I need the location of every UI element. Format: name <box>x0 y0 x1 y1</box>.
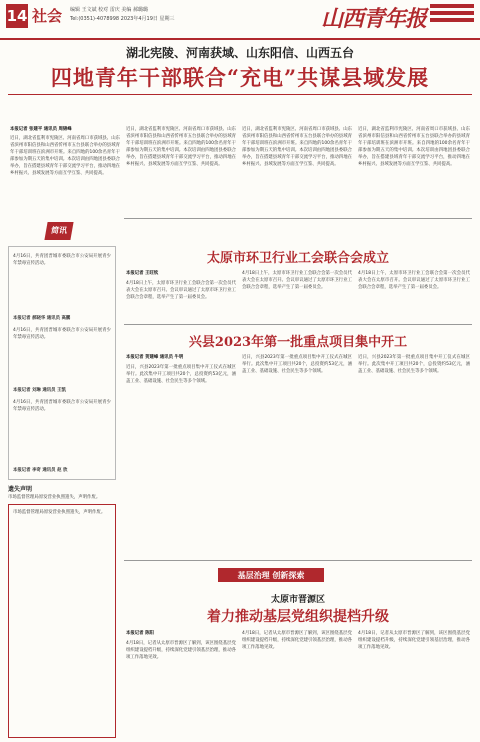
contact-line: Tel:(0351)-4078998 2023年4月19日 星期三 <box>70 16 175 22</box>
divider <box>124 324 472 325</box>
divider <box>124 218 472 219</box>
story3-body-col2: 近日，兴县2023年第一批重点项目集中开工仪式在城区举行。此次集中开工项目共20个，总投资约53亿元，涵盖工业、基础设施、社会民生等多个领域。 <box>242 355 352 374</box>
brief-byline: 本报记者 郝晓华 通讯员 高鹏 <box>13 316 71 321</box>
story2-body-col3: 4月18日上午，太原市环卫行业工会联合会第一次会员代表大会在太原市召开。会议审议通过了太原市环卫行业工会联合会章程，选举产生了第一届委员会。 <box>358 271 470 290</box>
story1-body-col2: 近日，湖北省监利市宪陵区、河南省周口市获域县、山东省滨州市阳信县和山西省忻州市五台县联合举办的县域青年干部培训班在滨洲市开班。来自四地的100余名青年干部参加为期五天的集中培训。本次培训由四地团县委联合举办，旨在搭建县域青年干部交流学习平台，推动四地在乡村振兴、县域发展等方面互学互鉴、共同提高。 <box>126 127 236 167</box>
story1-body-col1: 近日，湖北省监利市宪陵区、河南省周口市获域县、山东省滨州市阳信县和山西省忻州市五台县联合举办的县域青年干部培训班在滨洲市开班。来自四地的100余名青年干部参加为期五天的集中培训。本次培训由四地团县委联合举办，旨在搭建县域青年干部交流学习平台，推动四地在乡村振兴、县域发展等方面互学互鉴、共同提高。 <box>10 136 120 176</box>
brief-byline: 本报记者 刘琳 通讯员 王凯 <box>13 388 66 393</box>
story2-body-col1: 4月18日上午，太原市环卫行业工会联合会第一次会员代表大会在太原市召开。会议审议通过了太原市环卫行业工会联合会章程，选举产生了第一届委员会。 <box>126 281 236 300</box>
story3-headline: 兴县2023年第一批重点项目集中开工 <box>188 335 408 350</box>
brief-byline: 本报记者 李奇 通讯员 赵 欣 <box>13 468 68 473</box>
story4-body-col3: 4月18日，记者从太原市晋源区了解到，该区围绕基层党组织建设提档升级，持续深化党建引领基层治理，推动各项工作落地见效。 <box>358 631 470 650</box>
story4-body-col1: 4月18日，记者从太原市晋源区了解到，该区围绕基层党组织建设提档升级，持续深化党建引领基层治理，推动各项工作落地见效。 <box>126 641 236 660</box>
story1-body-col4: 近日，湖北省监利市宪陵区、河南省周口市获域县、山东省滨州市阳信县和山西省忻州市五台县联合举办的县域青年干部培训班在滨洲市开班。来自四地的100余名青年干部参加为期五天的集中培训。本次培训由四地团县委联合举办，旨在搭建县域青年干部交流学习平台，推动四地在乡村振兴、县域发展等方面互学互鉴、共同提高。 <box>358 127 470 167</box>
section-band: 基层治理 创新探索 <box>218 568 324 582</box>
brief-item: 4月16日，共青团晋城市委联合市公安局开展青少年禁毒宣传活动。 <box>13 328 111 340</box>
story2-body-col2: 4月18日上午，太原市环卫行业工会联合会第一次会员代表大会在太原市召开。会议审议通过了太原市环卫行业工会联合会章程，选举产生了第一届委员会。 <box>242 271 352 290</box>
story1-body-col3: 近日，湖北省监利市宪陵区、河南省周口市获域县、山东省滨州市阳信县和山西省忻州市五台县联合举办的县域青年干部培训班在滨洲市开班。来自四地的100余名青年干部参加为期五天的集中培训。本次培训由四地团县委联合举办，旨在搭建县域青年干部交流学习平台，推动四地在乡村振兴、县域发展等方面互学互鉴、共同提高。 <box>242 127 352 167</box>
notice-title: 遗失声明 <box>8 486 33 493</box>
story2-byline: 本报记者 王旺钦 <box>126 271 159 276</box>
story3-body-col1: 近日，兴县2023年第一批重点项目集中开工仪式在城区举行。此次集中开工项目共20个，总投资约53亿元，涵盖工业、基础设施、社会民生等多个领域。 <box>126 365 236 384</box>
story1-kicker: 湖北宪陵、河南获域、山东阳信、山西五台 <box>125 46 354 60</box>
brief-tag: 简讯 <box>44 222 73 240</box>
masthead-logo: 山西青年报 <box>320 6 426 32</box>
brief-box <box>8 246 116 480</box>
story4-body-col2: 4月18日，记者从太原市晋源区了解到，该区围绕基层党组织建设提档升级，持续深化党建引领基层治理，推动各项工作落地见效。 <box>242 631 352 650</box>
editor-line: 编辑 王文斌 校对 雷庆 美编 郝璐璐 <box>70 7 148 13</box>
story4-subkicker: 太原市晋源区 <box>270 595 325 605</box>
divider <box>124 560 472 561</box>
page-header <box>0 0 480 40</box>
divider <box>8 94 472 95</box>
story2-headline: 太原市环卫行业工会联合会成立 <box>206 251 389 266</box>
brief-item: 4月16日，共青团晋城市委联合市公安局开展青少年禁毒宣传活动。 <box>13 400 111 412</box>
logo-graphic <box>430 4 474 32</box>
page-number: 14 <box>6 4 28 28</box>
story3-byline: 本报记者 贺建峰 通讯员 牛明 <box>126 355 184 360</box>
story1-headline: 四地青年干部联合“充电”共谋县域发展 <box>50 65 430 90</box>
notice-box <box>8 504 116 738</box>
notice-body: 市场监督管理局原发营业执照遗失，声明作废。 <box>8 495 101 500</box>
story1-byline: 本报记者 张建平 通讯员 周锦峰 <box>10 127 72 132</box>
story4-byline: 本报记者 陈阳 <box>126 631 154 636</box>
story3-body-col3: 近日，兴县2023年第一批重点项目集中开工仪式在城区举行。此次集中开工项目共20个，总投资约53亿元，涵盖工业、基础设施、社会民生等多个领域。 <box>358 355 470 374</box>
brief-item: 4月16日，共青团晋城市委联合市公安局开展青少年禁毒宣传活动。 <box>13 254 111 266</box>
story4-headline: 着力推动基层党组织提档升级 <box>207 609 389 625</box>
section-name: 社会 <box>32 7 63 25</box>
notice-text: 市场监督管理局原发营业执照遗失，声明作废。 <box>13 510 106 515</box>
